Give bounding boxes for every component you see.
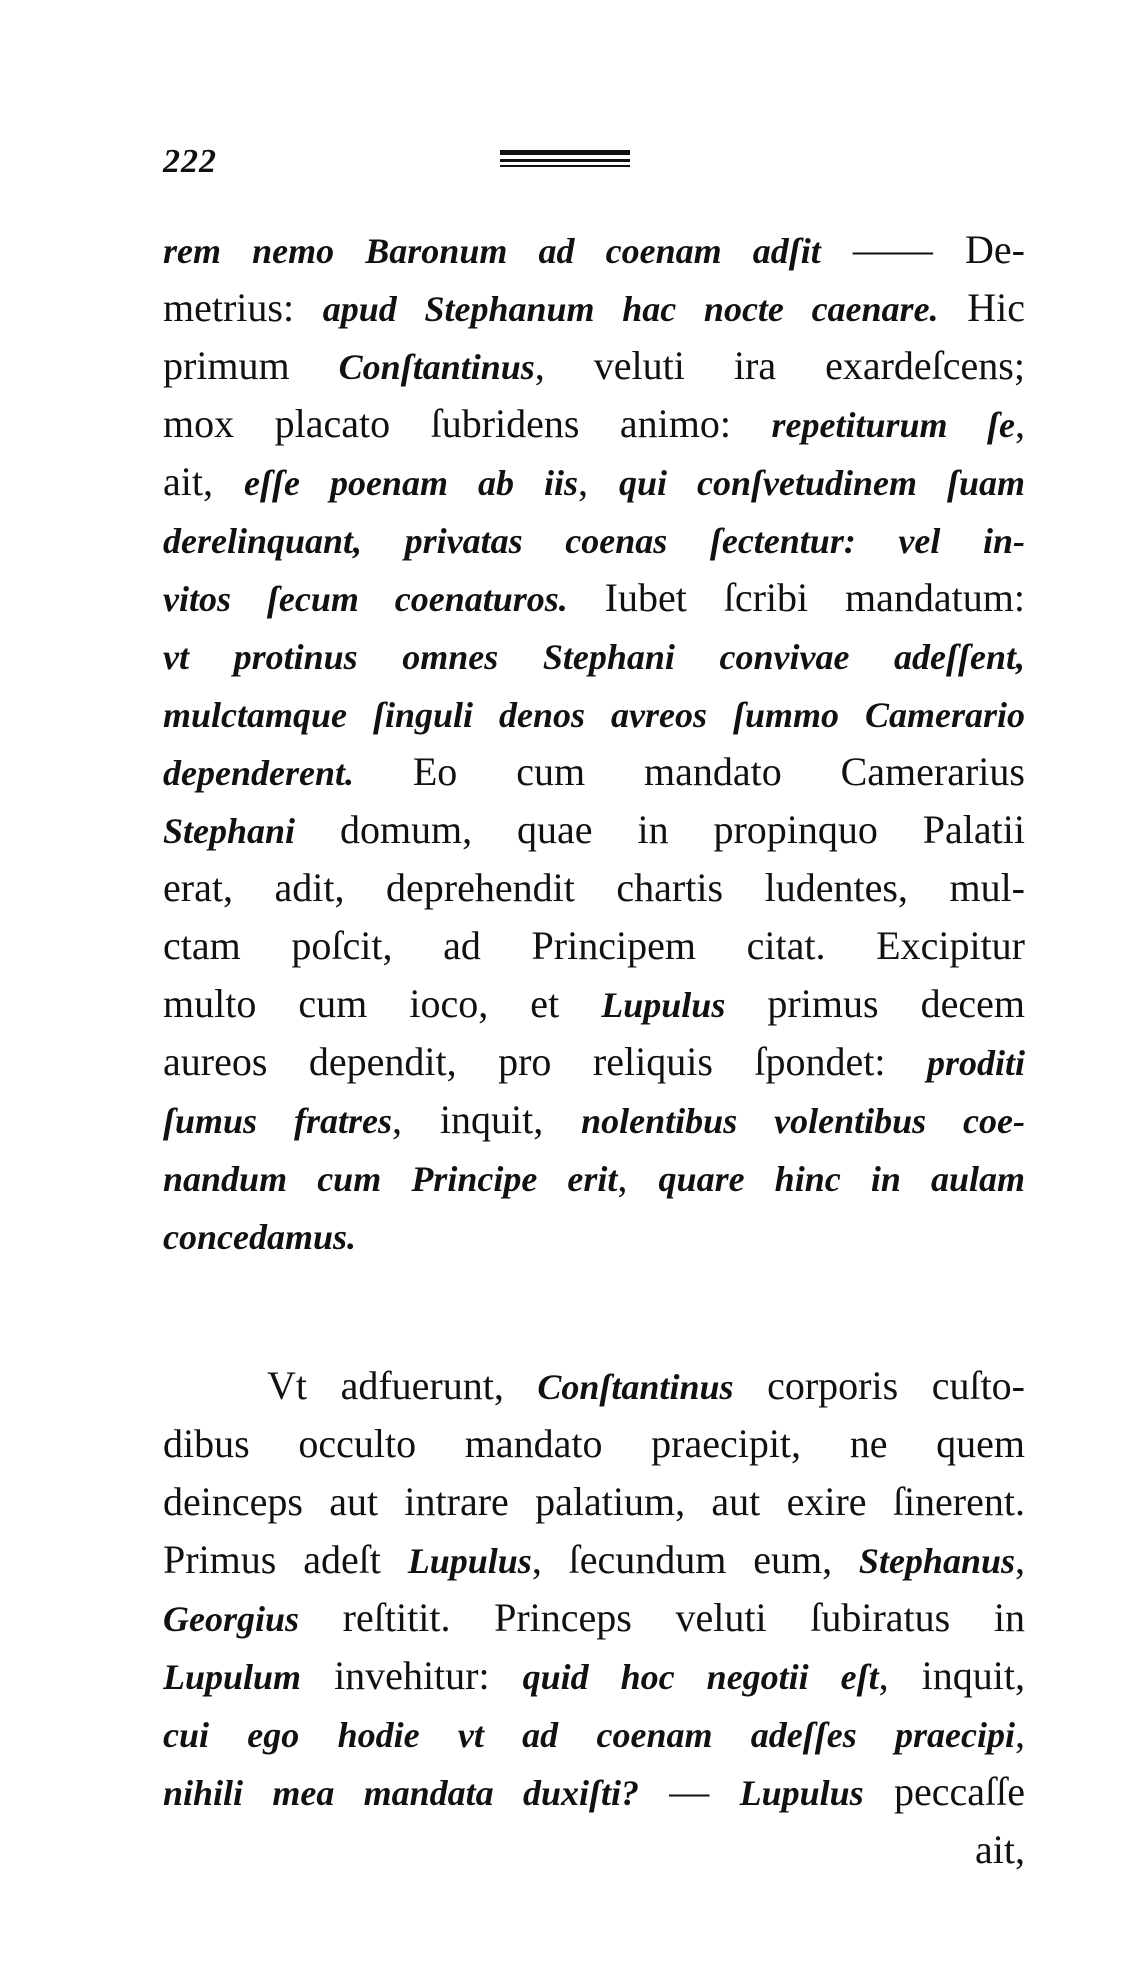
italic-segment: ſumus fratres [163, 1101, 392, 1141]
italic-segment: repetiturum ſe [771, 405, 1015, 445]
text-segment: , inquit, [391, 1097, 582, 1142]
text-segment: reſtitit. Princeps veluti ſubiratus in [299, 1595, 1025, 1640]
text-segment: invehitur: [301, 1653, 523, 1698]
italic-segment: quare hinc in aulam [658, 1159, 1025, 1199]
italic-segment: dependerent. [163, 753, 354, 793]
text-segment: , [1015, 401, 1025, 446]
text-line [163, 627, 1025, 685]
text-segment: , [1015, 1711, 1025, 1756]
text-segment: Hic [938, 285, 1025, 330]
text-segment: primum [163, 343, 339, 388]
page-number: 222 [163, 143, 217, 180]
italic-segment: Lupulus [739, 1773, 864, 1813]
text-line [163, 1473, 1025, 1531]
text-line [163, 1531, 1025, 1589]
text-line [163, 1033, 1025, 1091]
italic-segment: eſſe poenam ab iis [244, 463, 578, 503]
text-line [163, 1589, 1025, 1647]
italic-segment: Lupulum [163, 1657, 302, 1697]
italic-segment: cui ego hodie vt ad coenam adeſſes praecipi [163, 1715, 1015, 1755]
text-line [163, 395, 1025, 453]
text-segment: , inquit, [878, 1653, 1025, 1698]
text-line [163, 859, 1025, 917]
paragraph-2 [163, 1357, 1025, 1879]
text-line [163, 1357, 1025, 1415]
text-segment: domum, quae in propinquo Palatii [295, 807, 1025, 852]
text-line [163, 453, 1025, 511]
catchword: ait, [975, 1827, 1025, 1872]
text-line [163, 975, 1025, 1033]
italic-segment: Conſtantinus [338, 347, 535, 387]
text-line [163, 1091, 1025, 1149]
italic-segment: nihili mea mandata duxiſti? [163, 1773, 639, 1813]
text-segment: Iubet ſcribi mandatum: [567, 575, 1025, 620]
italic-segment: vt protinus omnes Stephani convivae adeſſent, [163, 637, 1025, 677]
italic-segment: derelinquant, privatas coenas ſectentur: vel in- [163, 521, 1025, 561]
text-segment: , [617, 1155, 659, 1200]
italic-segment: vitos ſecum coenaturos. [163, 579, 568, 619]
text-line [163, 685, 1025, 743]
text-line [163, 279, 1025, 337]
text-segment: , [1015, 1537, 1025, 1582]
text-line [163, 221, 1025, 279]
text-segment: erat, adit, deprehendit chartis ludentes, mul- [163, 865, 1025, 910]
text-segment: peccaſſe [863, 1769, 1025, 1814]
italic-segment: Lupulus [601, 985, 726, 1025]
text-segment: , [577, 459, 619, 504]
text-segment: Vt adfuerunt, [267, 1363, 538, 1408]
header-rule-bar [500, 150, 630, 155]
text-segment: ctam poſcit, ad Principem citat. Excipitur [163, 923, 1025, 968]
text-segment: aureos dependit, pro reliquis ſpondet: [163, 1039, 927, 1084]
text-line [163, 337, 1025, 395]
text-line [163, 569, 1025, 627]
text-segment: metrius: [163, 285, 323, 330]
text-segment: primus decem [725, 981, 1025, 1026]
text-line [163, 743, 1025, 801]
text-line [163, 1763, 1025, 1821]
text-segment: corporis cuſto- [733, 1363, 1025, 1408]
text-segment: deinceps aut intrare palatium, aut exire ſinerent. [163, 1479, 1025, 1524]
text-line [163, 1647, 1025, 1705]
italic-segment: Georgius [163, 1599, 300, 1639]
italic-segment: nandum cum Principe erit [163, 1159, 618, 1199]
text-segment: — [639, 1769, 740, 1814]
italic-segment: Lupulus [407, 1541, 532, 1581]
italic-segment: apud Stephanum hac nocte caenare. [322, 289, 939, 329]
italic-segment: mulctamque ſinguli denos avreos ſummo Camerario [163, 695, 1025, 735]
italic-segment: rem nemo Baronum ad coenam adſit [163, 231, 821, 271]
text-line [163, 1149, 1025, 1207]
text-line [163, 1415, 1025, 1473]
italic-segment: concedamus. [163, 1217, 356, 1257]
italic-segment: Stephani [163, 811, 296, 851]
text-segment: Eo cum mandato Camerarius [353, 749, 1025, 794]
text-segment: mox placato ſubridens animo: [163, 401, 772, 446]
paragraph-1 [163, 221, 1025, 1265]
text-segment: dibus occulto mandato praecipit, ne quem [163, 1421, 1025, 1466]
text-segment: —— De- [820, 227, 1025, 272]
text-segment: , veluti ira exardeſcens; [534, 343, 1025, 388]
italic-segment: quid hoc negotii eſt [522, 1657, 879, 1697]
text-segment: Primus adeſt [163, 1537, 408, 1582]
italic-segment: qui conſvetudinem ſuam [619, 463, 1025, 503]
text-segment: ait, [163, 459, 244, 504]
text-segment: multo cum ioco, et [163, 981, 602, 1026]
text-line [163, 1705, 1025, 1763]
text-line [163, 801, 1025, 859]
text-line [163, 511, 1025, 569]
header-rule [500, 150, 630, 170]
italic-segment: nolentibus volentibus coe- [581, 1101, 1025, 1141]
italic-segment: Stephanus [858, 1541, 1015, 1581]
header-rule-bar [500, 159, 630, 162]
text-line [163, 917, 1025, 975]
text-line [163, 1207, 1025, 1265]
italic-segment: proditi [926, 1043, 1025, 1083]
header-rule-bar [500, 165, 630, 167]
text-segment: , ſecundum eum, [531, 1537, 859, 1582]
italic-segment: Conſtantinus [537, 1367, 734, 1407]
